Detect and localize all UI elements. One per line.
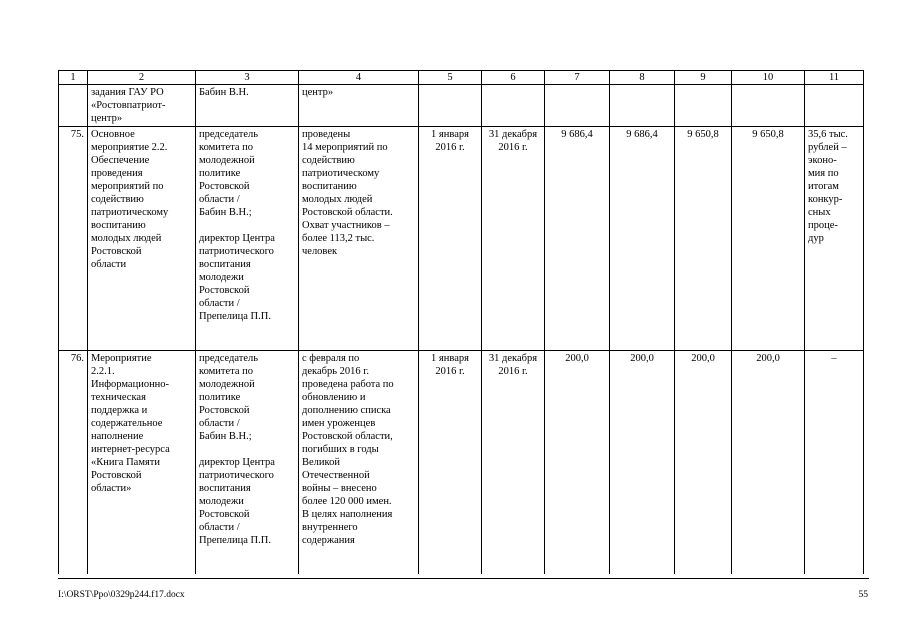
responsible-person: председатель комитета по молодежной политике Ростовской области / Бабин В.Н.; директор Центра патриотического воспитания молодежи Ростовской области / Препелица П.П. (196, 351, 299, 575)
amount-cell: 200,0 (545, 351, 610, 575)
start-date: 1 января 2016 г. (419, 351, 482, 575)
result-description: с февраля по декабрь 2016 г. проведена работа по обновлению и дополнению списка имен уроженцев Ростовской области, погибших в годы Великой Отечественной войны – внесено более 120 000 имен. В целях наполнения внутреннего содержания (299, 351, 419, 575)
amount-cell: 200,0 (732, 351, 805, 575)
header-cell: 1 (59, 71, 88, 85)
amount-cell (545, 85, 610, 127)
amount-cell: 200,0 (610, 351, 675, 575)
document-table (58, 70, 864, 574)
amount-cell: 9 686,4 (545, 127, 610, 351)
result-description: проведены 14 мероприятий по содействию патриотическому воспитанию молодых людей Ростовской области. Охват участников – более 113,2 тыс. человек (299, 127, 419, 351)
header-cell: 5 (419, 71, 482, 85)
row-number (59, 85, 88, 127)
activity-name: задания ГАУ РО «Ростовпатриот- центр» (88, 85, 196, 127)
header-cell: 7 (545, 71, 610, 85)
header-cell: 3 (196, 71, 299, 85)
responsible-person: председатель комитета по молодежной политике Ростовской области / Бабин В.Н.; директор Центра патриотического воспитания молодежи Ростовской области / Препелица П.П. (196, 127, 299, 351)
amount-cell (732, 85, 805, 127)
header-cell: 11 (805, 71, 864, 85)
table-header-row (59, 71, 864, 85)
amount-cell: 9 686,4 (610, 127, 675, 351)
page-number: 55 (858, 590, 868, 600)
header-cell: 4 (299, 71, 419, 85)
header-cell: 2 (88, 71, 196, 85)
end-date: 31 декабря 2016 г. (482, 351, 545, 575)
header-cell: 9 (675, 71, 732, 85)
result-description: центр» (299, 85, 419, 127)
start-date (419, 85, 482, 127)
activity-name: Мероприятие 2.2.1. Информационно- техническая поддержка и содержательное наполнение интернет-ресурса «Книга Памяти Ростовской области» (88, 351, 196, 575)
amount-cell: 200,0 (675, 351, 732, 575)
note-cell: – (805, 351, 864, 575)
header-cell: 8 (610, 71, 675, 85)
start-date: 1 января 2016 г. (419, 127, 482, 351)
end-date: 31 декабря 2016 г. (482, 127, 545, 351)
amount-cell (675, 85, 732, 127)
header-cell: 10 (732, 71, 805, 85)
footer-file-path: I:\ORST\Ppo\0329p244.f17.docx (58, 590, 185, 600)
row-number: 75. (59, 127, 88, 351)
header-cell: 6 (482, 71, 545, 85)
responsible-person: Бабин В.Н. (196, 85, 299, 127)
table-row (59, 85, 864, 127)
note-cell: 35,6 тыс. рублей – эконо- мия по итогам конкур- сных проце- дур (805, 127, 864, 351)
note-cell (805, 85, 864, 127)
table-row (59, 127, 864, 351)
amount-cell: 9 650,8 (675, 127, 732, 351)
row-number: 76. (59, 351, 88, 575)
amount-cell: 9 650,8 (732, 127, 805, 351)
activity-name: Основное мероприятие 2.2. Обеспечение проведения мероприятий по содействию патриотическому воспитанию молодых людей Ростовской области (88, 127, 196, 351)
table-bottom-border (58, 578, 869, 579)
end-date (482, 85, 545, 127)
amount-cell (610, 85, 675, 127)
table-row (59, 351, 864, 575)
